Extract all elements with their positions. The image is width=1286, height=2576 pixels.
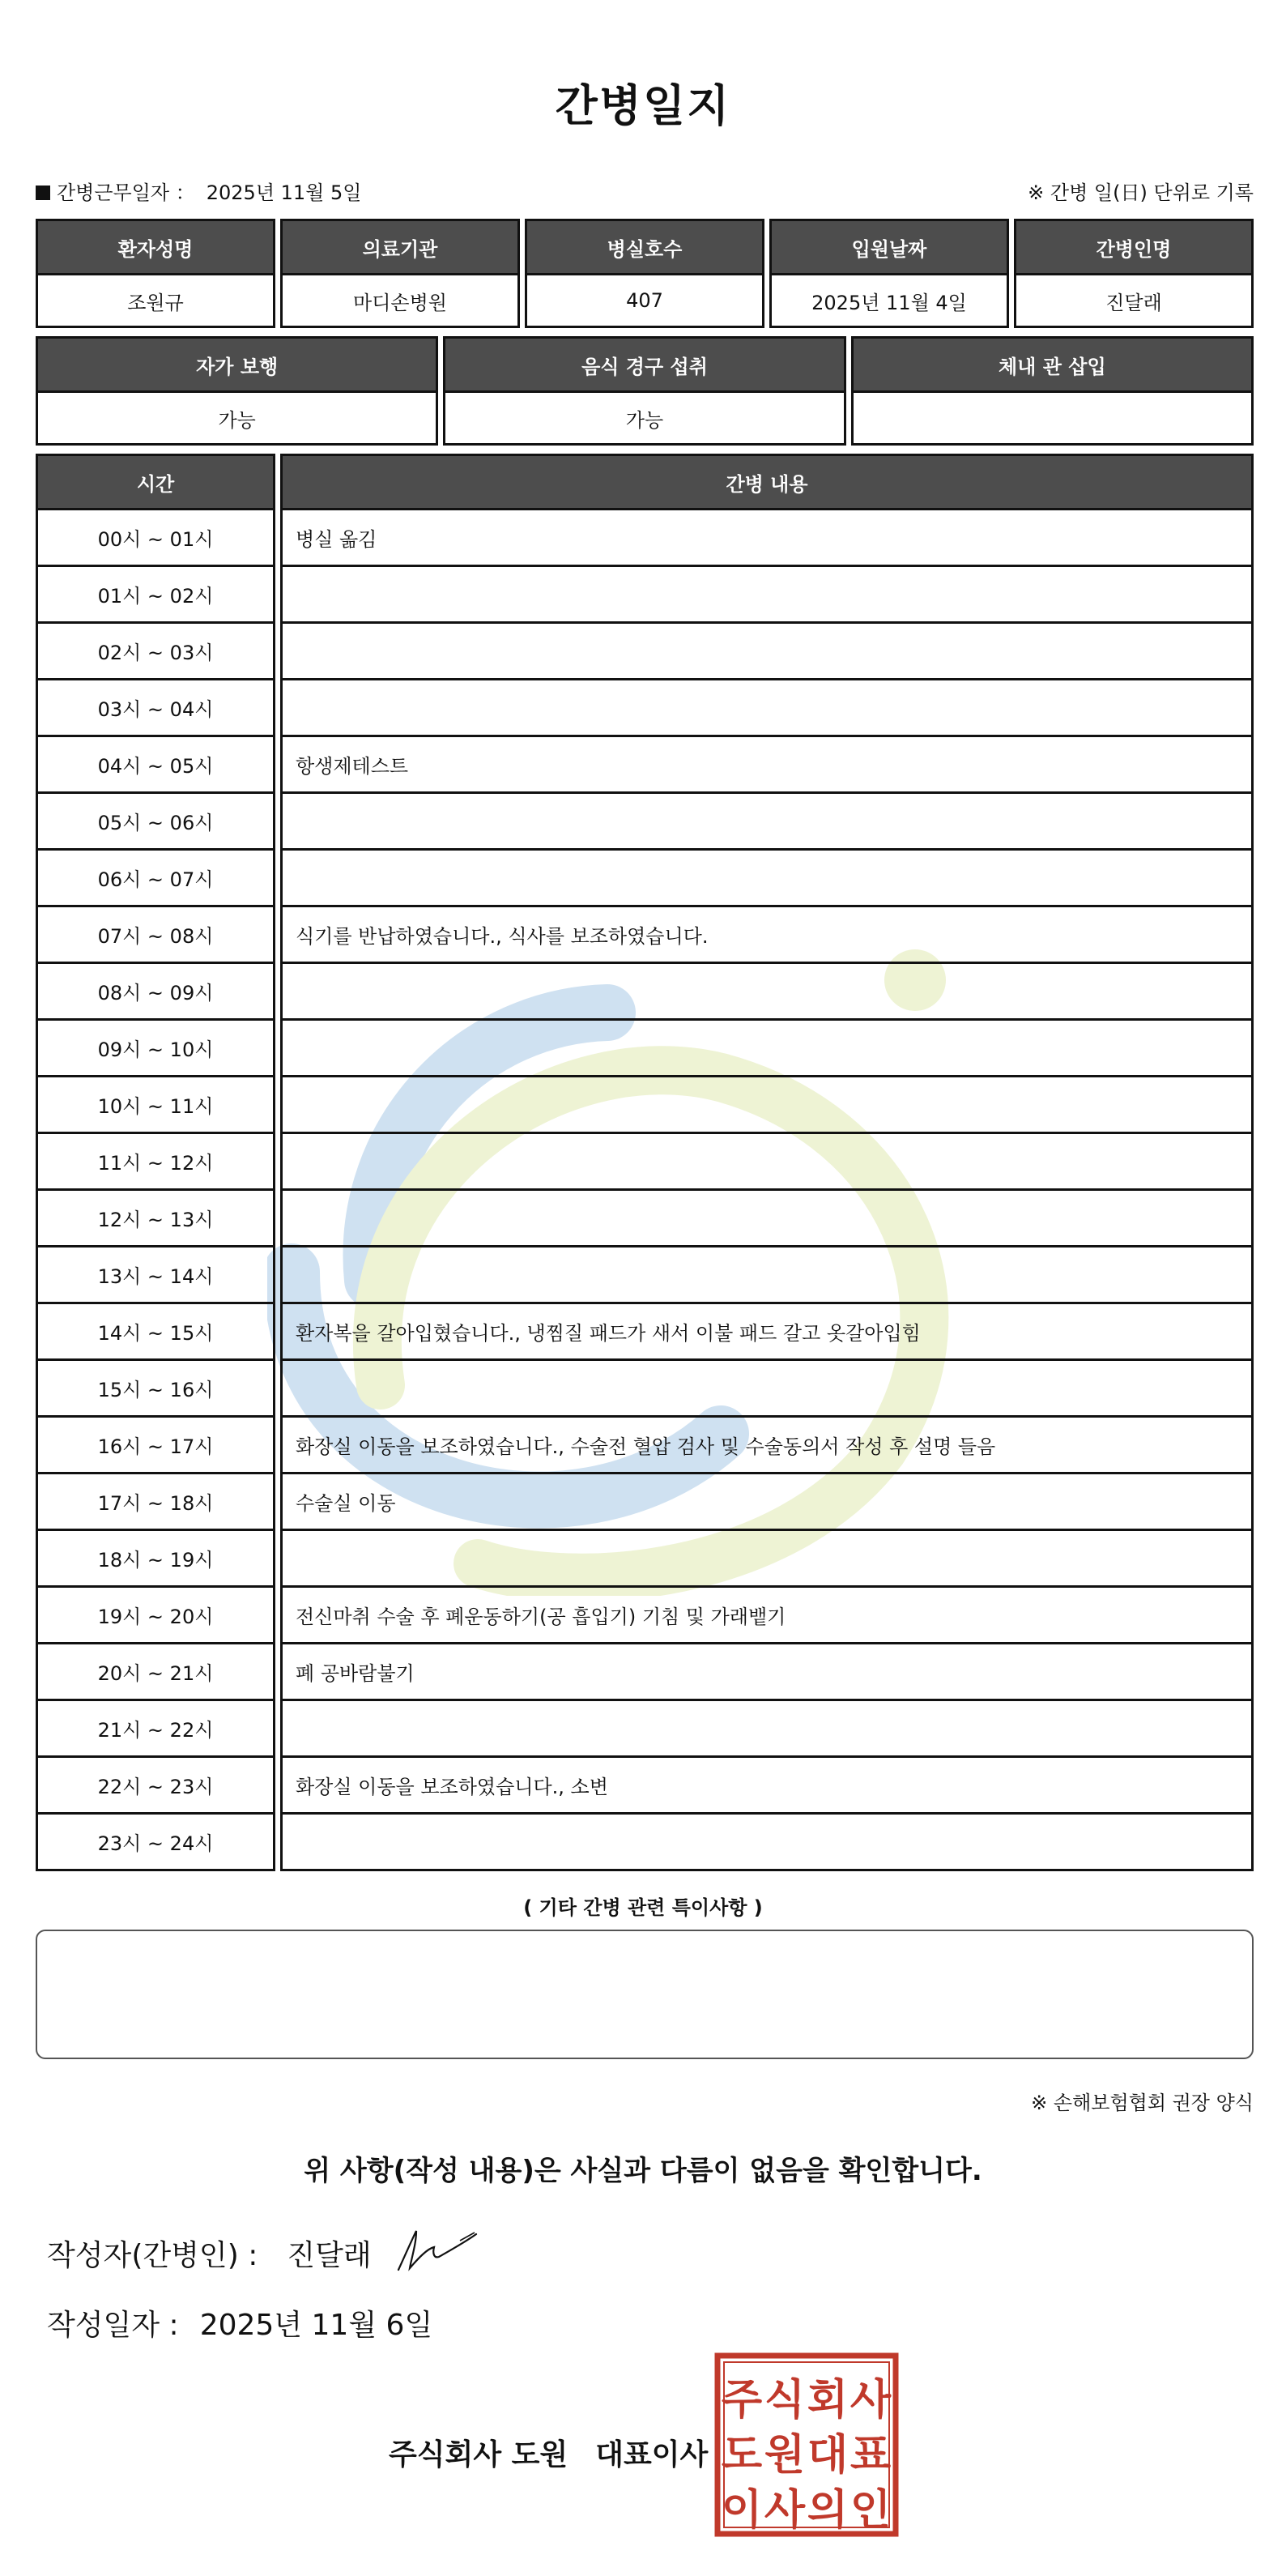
table-row [36, 1247, 1254, 1304]
header-oral-intake: 음식 경구 섭취 [443, 336, 845, 393]
seal-glyph: 회 [807, 2376, 849, 2425]
room-number: 407 [525, 275, 764, 328]
care-log-table [36, 454, 1254, 1871]
patient-name: 조원규 [36, 275, 275, 328]
time-cell: 07시 ~ 08시 [36, 907, 275, 964]
header-tube: 체내 관 삽입 [851, 336, 1254, 393]
seal-glyph: 이 [721, 2486, 763, 2535]
header-room: 병실호수 [525, 219, 764, 275]
table-row [36, 1588, 1254, 1644]
time-cell: 11시 ~ 12시 [36, 1134, 275, 1191]
time-cell: 18시 ~ 19시 [36, 1531, 275, 1588]
table-row [36, 851, 1254, 907]
time-cell: 06시 ~ 07시 [36, 851, 275, 907]
care-content-cell [280, 680, 1254, 737]
company-name: 주식회사 도원 [389, 2438, 568, 2472]
header-hospital: 의료기관 [280, 219, 520, 275]
time-cell: 12시 ~ 13시 [36, 1191, 275, 1247]
header-time: 시간 [36, 454, 275, 510]
table-row [36, 964, 1254, 1021]
time-cell: 22시 ~ 23시 [36, 1758, 275, 1815]
patient-info-table [31, 219, 1258, 328]
table-row [36, 1531, 1254, 1588]
header-caregiver: 간병인명 [1014, 219, 1254, 275]
table-row [36, 567, 1254, 624]
walking-value: 가능 [36, 393, 438, 446]
tube-value [851, 393, 1254, 446]
time-cell: 00시 ~ 01시 [36, 510, 275, 567]
care-content-cell [280, 1077, 1254, 1134]
table-row [36, 1815, 1254, 1871]
care-content-cell: 전신마취 수술 후 폐운동하기(공 흡입기) 기침 및 가래뱉기 [280, 1588, 1254, 1644]
table-row [36, 907, 1254, 964]
seal-glyph: 사 [764, 2486, 806, 2535]
company-seal-icon [714, 2352, 899, 2537]
table-row [36, 1134, 1254, 1191]
time-cell: 15시 ~ 16시 [36, 1361, 275, 1418]
time-cell: 17시 ~ 18시 [36, 1474, 275, 1531]
page-title: 간병일지 [555, 80, 731, 131]
time-cell: 19시 ~ 20시 [36, 1588, 275, 1644]
care-content-cell: 환자복을 갈아입혔습니다., 냉찜질 패드가 새서 이불 패드 갈고 옷갈아입힘 [280, 1304, 1254, 1361]
care-content-cell: 수술실 이동 [280, 1474, 1254, 1531]
time-cell: 16시 ~ 17시 [36, 1418, 275, 1474]
table-row [36, 1418, 1254, 1474]
header-walking: 자가 보행 [36, 336, 438, 393]
seal-glyph: 대 [807, 2431, 849, 2480]
table-row [36, 737, 1254, 794]
header-care-content: 간병 내용 [280, 454, 1254, 510]
special-notes-box [36, 1930, 1254, 2059]
time-cell: 23시 ~ 24시 [36, 1815, 275, 1871]
seal-glyph: 식 [764, 2376, 806, 2425]
care-content-cell [280, 851, 1254, 907]
table-row [36, 1021, 1254, 1077]
time-cell: 20시 ~ 21시 [36, 1644, 275, 1701]
hospital: 마디손병원 [280, 275, 520, 328]
care-content-cell: 식기를 반납하였습니다., 식사를 보조하였습니다. [280, 907, 1254, 964]
writer-line [47, 2233, 372, 2274]
special-notes-title: ( 기타 간병 관련 특이사항 ) [523, 1896, 763, 1919]
recommend-note: ※ 손해보험협회 권장 양식 [1031, 2092, 1254, 2114]
care-content-cell [280, 1361, 1254, 1418]
care-content-cell: 화장실 이동을 보조하였습니다., 수술전 혈압 검사 및 수술동의서 작성 후 설명 들음 [280, 1418, 1254, 1474]
written-date-label: 작성일자 : [47, 2309, 179, 2342]
time-cell: 01시 ~ 02시 [36, 567, 275, 624]
ceo-title: 대표이사 [595, 2438, 709, 2472]
table-row [36, 794, 1254, 851]
work-date [36, 177, 361, 205]
seal-glyph: 원 [764, 2431, 806, 2480]
record-unit-note: ※ 간병 일(日) 단위로 기록 [1028, 181, 1254, 204]
ability-info-table [31, 336, 1258, 446]
care-content-cell [280, 1531, 1254, 1588]
time-cell: 04시 ~ 05시 [36, 737, 275, 794]
table-row [36, 1701, 1254, 1758]
care-content-cell [280, 1247, 1254, 1304]
seal-glyph: 인 [850, 2486, 892, 2535]
writer-label: 작성자(간병인) : [47, 2239, 258, 2272]
seal-glyph: 도 [721, 2431, 763, 2480]
table-row [36, 1758, 1254, 1815]
work-date-value: 2025년 11월 5일 [206, 181, 362, 204]
oral-intake-value: 가능 [443, 393, 845, 446]
table-row [36, 1644, 1254, 1701]
care-content-cell [280, 1815, 1254, 1871]
care-log-body [36, 510, 1254, 1871]
table-row [36, 1191, 1254, 1247]
header-patient-name: 환자성명 [36, 219, 275, 275]
care-content-cell [280, 1701, 1254, 1758]
seal-glyph: 주 [721, 2376, 763, 2425]
time-cell: 08시 ~ 09시 [36, 964, 275, 1021]
time-cell: 10시 ~ 11시 [36, 1077, 275, 1134]
care-content-cell: 항생제테스트 [280, 737, 1254, 794]
writer-name: 진달래 [287, 2239, 372, 2272]
header-admission-date: 입원날짜 [769, 219, 1009, 275]
care-content-cell [280, 1191, 1254, 1247]
care-content-cell: 화장실 이동을 보조하였습니다., 소변 [280, 1758, 1254, 1815]
care-content-cell [280, 964, 1254, 1021]
work-date-label: 간병근무일자 ： [57, 181, 195, 204]
written-date-line [47, 2302, 432, 2344]
table-row [36, 1304, 1254, 1361]
care-log-header [36, 454, 1254, 510]
signature-icon [392, 2220, 481, 2276]
care-content-cell [280, 1134, 1254, 1191]
care-content-cell [280, 794, 1254, 851]
admission-date: 2025년 11월 4일 [769, 275, 1009, 328]
time-cell: 13시 ~ 14시 [36, 1247, 275, 1304]
company-line [389, 2432, 708, 2473]
time-cell: 05시 ~ 06시 [36, 794, 275, 851]
table-row [36, 1474, 1254, 1531]
caregiver-name: 진달래 [1014, 275, 1254, 328]
time-cell: 14시 ~ 15시 [36, 1304, 275, 1361]
table-row [36, 1077, 1254, 1134]
time-cell: 02시 ~ 03시 [36, 624, 275, 680]
table-row [36, 680, 1254, 737]
square-bullet-icon [36, 186, 50, 200]
seal-glyph: 사 [850, 2376, 892, 2425]
time-cell: 03시 ~ 04시 [36, 680, 275, 737]
table-row [36, 624, 1254, 680]
confirmation-statement: 위 사항(작성 내용)은 사실과 다름이 없음을 확인합니다. [304, 2155, 982, 2187]
table-row [36, 1361, 1254, 1418]
care-content-cell [280, 624, 1254, 680]
seal-glyph: 의 [807, 2486, 849, 2535]
care-content-cell [280, 567, 1254, 624]
care-content-cell [280, 1021, 1254, 1077]
time-cell: 21시 ~ 22시 [36, 1701, 275, 1758]
time-cell: 09시 ~ 10시 [36, 1021, 275, 1077]
care-content-cell: 폐 공바람불기 [280, 1644, 1254, 1701]
care-content-cell: 병실 옮김 [280, 510, 1254, 567]
written-date-value: 2025년 11월 6일 [199, 2309, 433, 2342]
table-row [36, 510, 1254, 567]
seal-glyph: 표 [850, 2431, 892, 2480]
